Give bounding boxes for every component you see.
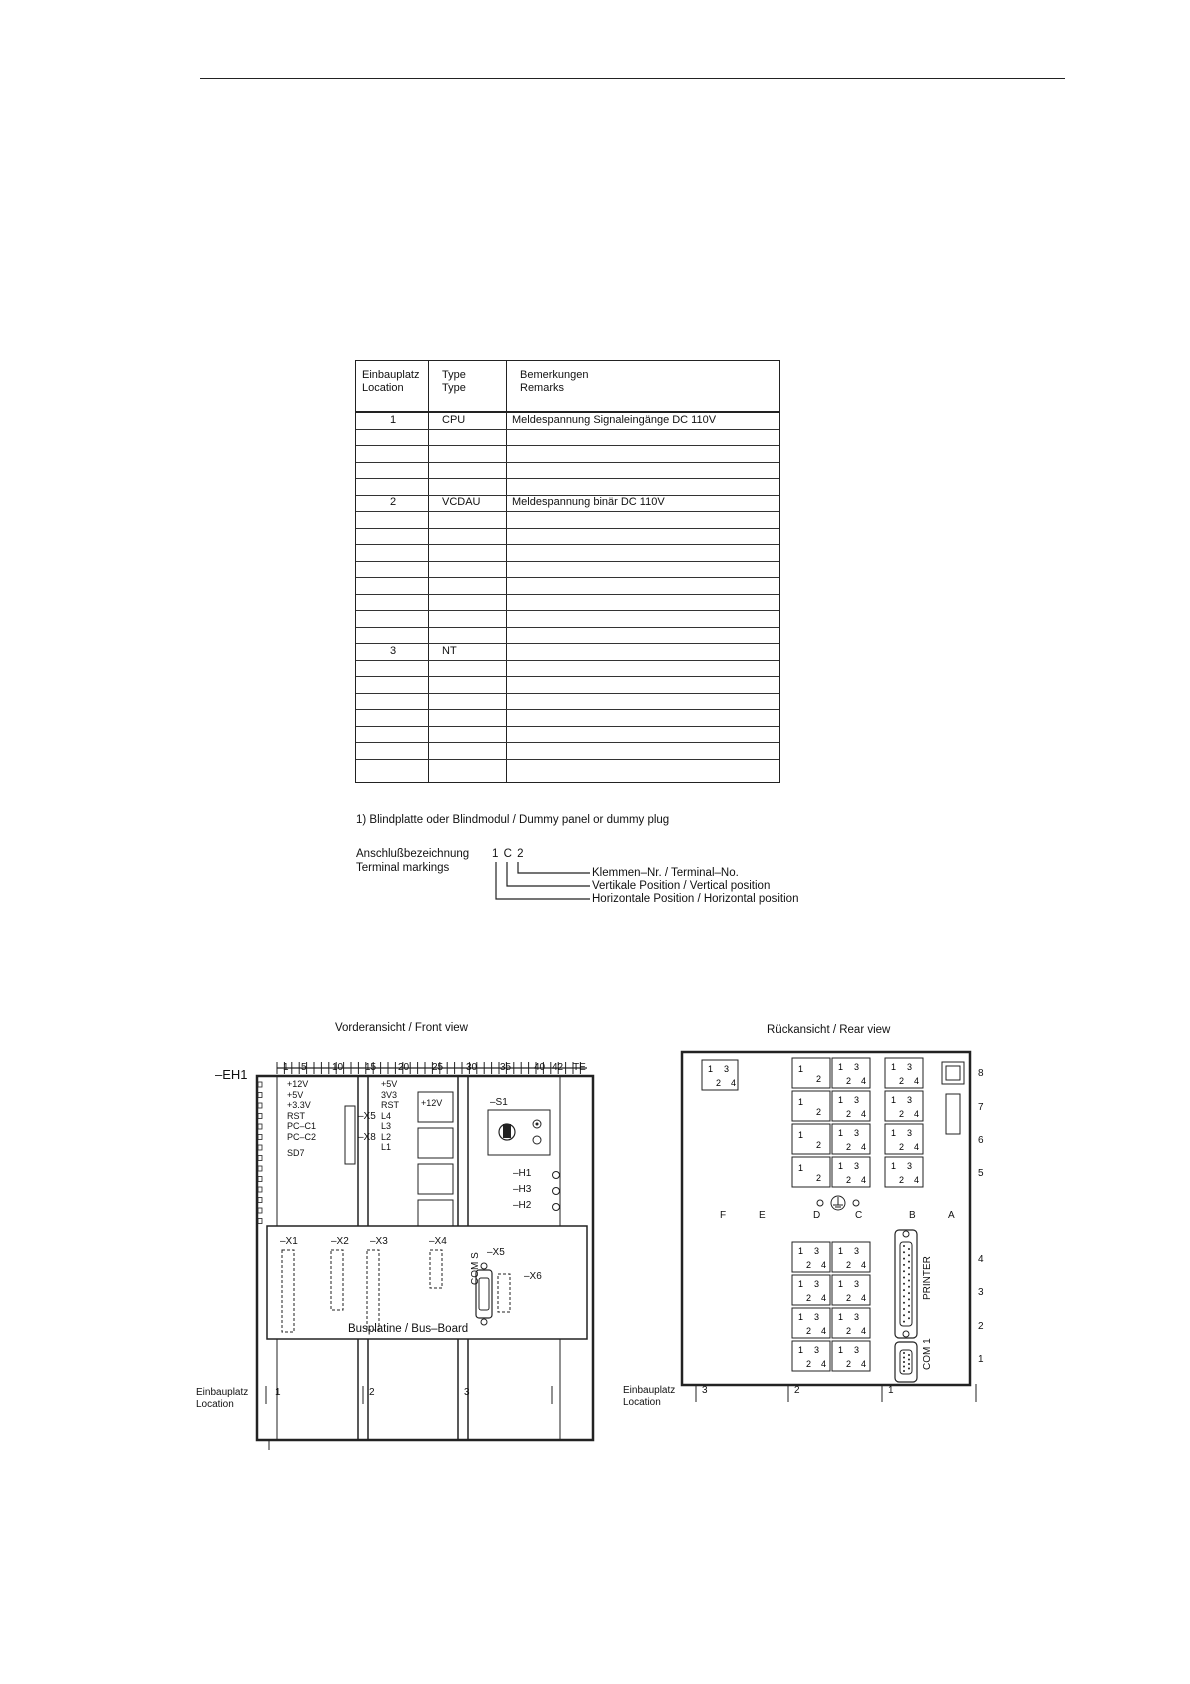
front-location-label — [196, 1387, 248, 1411]
table-row-line — [356, 462, 779, 463]
header-remarks-en: Remarks — [520, 382, 565, 394]
pin-dot — [903, 1277, 905, 1279]
header-slot-de: Einbauplatz — [362, 369, 420, 381]
pin-label: 2 — [816, 1173, 822, 1183]
pin-label: 3 — [854, 1312, 860, 1322]
table-row-line — [356, 676, 779, 677]
pin-marker — [258, 1198, 262, 1203]
table-row-line — [356, 528, 779, 529]
pin-label: 3 — [854, 1128, 860, 1138]
front-slot-3: 3 — [464, 1387, 470, 1398]
footnote: 1) Blindplatte oder Blindmodul / Dummy panel or dummy plug — [356, 814, 670, 826]
bus-x5: –X5 — [487, 1247, 505, 1258]
front-view-title: Vorderansicht / Front view — [335, 1022, 468, 1034]
legend-vertical: Vertikale Position / Vertical position — [592, 880, 771, 892]
pin-label: 3 — [907, 1062, 913, 1072]
pin-label: 3 — [854, 1345, 860, 1355]
table-cell-type: NT — [442, 644, 457, 657]
pin-label: 3 — [907, 1095, 913, 1105]
table-col-divider — [506, 361, 507, 782]
pin-label: 1 — [838, 1279, 844, 1289]
led-h1: –H1 — [513, 1168, 532, 1179]
pin-marker — [258, 1082, 262, 1087]
pin-dot — [908, 1286, 910, 1288]
table-row-line — [356, 594, 779, 595]
pin-dot — [903, 1264, 905, 1266]
com1-port — [895, 1342, 917, 1382]
slot1-signals — [287, 1079, 316, 1159]
row-6: 6 — [978, 1135, 984, 1146]
pin-label: 2 — [806, 1326, 812, 1336]
header-remarks — [520, 369, 589, 395]
pin-label: 4 — [821, 1326, 827, 1336]
printer-label: PRINTER — [922, 1256, 933, 1300]
pin-label: 1 — [838, 1095, 844, 1105]
tick-label: 30 — [466, 1062, 478, 1073]
pin-marker — [258, 1135, 262, 1140]
signal-label: +12V — [287, 1079, 309, 1089]
pin-label: 1 — [798, 1163, 804, 1173]
signal-label: +5V — [287, 1089, 304, 1100]
bus-x3: –X3 — [370, 1236, 388, 1247]
pin-label: 2 — [899, 1109, 905, 1119]
table-cell-slot: 1 — [390, 413, 397, 426]
signal-label: SD7 — [287, 1148, 305, 1158]
pin-dot — [903, 1352, 905, 1354]
pin-label: 4 — [821, 1293, 827, 1303]
pin-label: 2 — [816, 1140, 822, 1150]
table-row-line — [356, 561, 779, 562]
pin-label: 4 — [914, 1076, 920, 1086]
pin-label: 1 — [891, 1128, 897, 1138]
pin-label: 1 — [891, 1062, 897, 1072]
rear-slot-1: 1 — [888, 1385, 894, 1396]
pin-dot — [908, 1273, 910, 1275]
tick-label: 5 — [301, 1062, 307, 1073]
table-row-line — [356, 429, 779, 430]
front-slot-1: 1 — [275, 1387, 281, 1398]
tick-label: 20 — [398, 1062, 410, 1073]
bus-x1: –X1 — [280, 1236, 298, 1247]
pin-dot — [903, 1295, 905, 1297]
pin-marker — [258, 1208, 262, 1213]
pin-label: 2 — [846, 1326, 852, 1336]
signal-label: PC–C2 — [287, 1131, 317, 1142]
table-cell-type: CPU — [442, 413, 466, 426]
pin-label: 1 — [798, 1345, 804, 1355]
terminal-label-en: Terminal markings — [356, 862, 450, 874]
pin-marker — [258, 1103, 262, 1108]
table-row-line — [356, 511, 779, 512]
terminal-label-de: Anschlußbezeichnung — [356, 848, 470, 860]
front-location-ticks — [260, 1386, 560, 1406]
pin-label: 4 — [861, 1260, 867, 1270]
pin-label: 1 — [798, 1279, 804, 1289]
com-s-label: COM S — [470, 1252, 481, 1285]
pin-label: 1 — [798, 1312, 804, 1322]
pin-dot — [903, 1283, 905, 1285]
v12-label: +12V — [421, 1098, 443, 1108]
module-table — [355, 360, 780, 783]
pin-label: 2 — [806, 1260, 812, 1270]
col-d: D — [813, 1210, 821, 1221]
pin-dot — [908, 1368, 910, 1370]
pin-marker — [258, 1124, 262, 1129]
pin-label: 2 — [846, 1293, 852, 1303]
signal-label: +3.3V — [287, 1100, 311, 1110]
pin-label: 2 — [899, 1076, 905, 1086]
pin-label: 4 — [861, 1326, 867, 1336]
pin-marker — [258, 1114, 262, 1119]
pin-label: 3 — [814, 1279, 820, 1289]
col-b: B — [909, 1210, 916, 1221]
pin-label: 3 — [854, 1279, 860, 1289]
col-f: F — [720, 1210, 727, 1221]
rear-location-de: Einbauplatz — [623, 1385, 676, 1396]
rear-location-label — [623, 1385, 675, 1409]
signal-label: RST — [287, 1110, 305, 1121]
table-row-line — [356, 577, 779, 578]
bus-x2: –X2 — [331, 1236, 349, 1247]
row-5: 5 — [978, 1168, 984, 1179]
pin-label: 4 — [861, 1359, 867, 1369]
pin-label: 4 — [861, 1142, 867, 1152]
pin-label: 2 — [806, 1293, 812, 1303]
com1-label: COM 1 — [922, 1338, 933, 1370]
pin-label: 3 — [814, 1345, 820, 1355]
signal-label: PC–C1 — [287, 1121, 317, 1131]
pin-label: 4 — [914, 1142, 920, 1152]
table-cell-remark: Meldespannung binär DC 110V — [512, 496, 665, 508]
pin-label: 3 — [854, 1095, 860, 1105]
header-rule — [200, 78, 1065, 79]
pin-label: 4 — [914, 1175, 920, 1185]
pin-dot — [908, 1305, 910, 1307]
pin-label: 2 — [846, 1142, 852, 1152]
pin-label: 4 — [861, 1293, 867, 1303]
rear-location-en: Location — [623, 1397, 661, 1408]
pin-label: 4 — [821, 1260, 827, 1270]
signal-label: L3 — [381, 1121, 392, 1131]
legend-horizontal: Horizontale Position / Horizontal position — [592, 893, 799, 905]
pin-label: 1 — [798, 1246, 804, 1256]
table-cell-type: VCDAU — [442, 496, 481, 508]
pin-label: 1 — [838, 1345, 844, 1355]
pin-label: 3 — [907, 1128, 913, 1138]
row-8: 8 — [978, 1068, 984, 1079]
pin-dot — [903, 1258, 905, 1260]
rear-location-ticks — [690, 1384, 990, 1404]
table-row-line — [356, 660, 779, 661]
pin-label: 3 — [854, 1246, 860, 1256]
pin-label: 2 — [846, 1359, 852, 1369]
table-row-line — [356, 742, 779, 743]
pin-label: 1 — [838, 1312, 844, 1322]
pin-label: 2 — [846, 1175, 852, 1185]
front-location-de: Einbauplatz — [196, 1387, 249, 1398]
pin-dot — [908, 1261, 910, 1263]
pin-marker — [258, 1145, 262, 1150]
pin-label: 2 — [816, 1074, 822, 1084]
pin-label: 2 — [806, 1359, 812, 1369]
pin-dot — [908, 1292, 910, 1294]
tick-label: 25 — [432, 1062, 444, 1073]
pin-label: 2 — [899, 1142, 905, 1152]
rear-slot-3: 3 — [702, 1385, 708, 1396]
table-row-line — [356, 627, 779, 628]
eh1-label: –EH1 — [215, 1067, 248, 1082]
rear-slot-2: 2 — [794, 1385, 800, 1396]
bus-x6: –X6 — [524, 1271, 542, 1282]
pin-marker — [258, 1156, 262, 1161]
pin-label: 4 — [861, 1076, 867, 1086]
pin-label: 4 — [731, 1078, 737, 1088]
pin-marker — [258, 1166, 262, 1171]
table-cell-remark: Meldespannung Signaleingänge DC 110V — [512, 413, 717, 426]
pin-label: 2 — [846, 1109, 852, 1119]
pin-label: 1 — [838, 1161, 844, 1171]
signal-label: L4 — [381, 1110, 392, 1121]
signal-label: 3V3 — [381, 1089, 398, 1100]
pin-dot — [903, 1302, 905, 1304]
pin-dot — [903, 1366, 905, 1368]
table-row-line — [356, 478, 779, 479]
legend-terminal: Klemmen–Nr. / Terminal–No. — [592, 867, 739, 879]
pin-dot — [908, 1363, 910, 1365]
table-row-line — [356, 445, 779, 446]
table-cell-slot: 2 — [390, 496, 397, 508]
led-h2: –H2 — [513, 1200, 532, 1211]
tick-label: 40 — [534, 1062, 546, 1073]
signal-label: L2 — [381, 1131, 392, 1142]
col-e: E — [759, 1210, 766, 1221]
row-3: 3 — [978, 1287, 984, 1298]
row-7: 7 — [978, 1102, 984, 1113]
pin-dot — [908, 1280, 910, 1282]
pin-label: 1 — [798, 1097, 804, 1107]
pin-label: 1 — [891, 1095, 897, 1105]
pin-label: 1 — [798, 1130, 804, 1140]
pin-dot — [903, 1289, 905, 1291]
bus-x4: –X4 — [429, 1236, 447, 1247]
terminal-example: 1 C 2 — [492, 848, 525, 860]
row-1: 1 — [978, 1354, 984, 1365]
slot2-signals — [381, 1079, 399, 1153]
header-remarks-de: Bemerkungen — [520, 369, 589, 381]
pin-label: 1 — [838, 1128, 844, 1138]
pin-dot — [908, 1317, 910, 1319]
pin-dot — [903, 1361, 905, 1363]
pin-dot — [903, 1251, 905, 1253]
pin-label: 1 — [838, 1062, 844, 1072]
pin-label: 1 — [838, 1246, 844, 1256]
pin-dot — [908, 1298, 910, 1300]
printer-port — [895, 1230, 917, 1338]
header-slot-en: Location — [362, 382, 404, 394]
header-slot — [362, 369, 420, 395]
pin-label: 4 — [861, 1175, 867, 1185]
table-row-line — [356, 643, 779, 644]
header-type — [442, 369, 466, 395]
bus-board-label: Busplatine / Bus–Board — [348, 1323, 469, 1335]
tick-label: 35 — [500, 1062, 512, 1073]
pin-label: 4 — [914, 1109, 920, 1119]
table-row-line — [356, 693, 779, 694]
pin-label: 3 — [854, 1161, 860, 1171]
pin-dot — [903, 1245, 905, 1247]
col-c: C — [855, 1210, 863, 1221]
s1-label: –S1 — [490, 1097, 508, 1108]
header-type-en: Type — [442, 382, 466, 394]
pin-label: 3 — [724, 1064, 730, 1074]
pin-label: 3 — [814, 1246, 820, 1256]
table-col-divider — [428, 361, 429, 782]
tick-label: 42 — [552, 1062, 564, 1073]
pin-dot — [903, 1314, 905, 1316]
pin-label: 2 — [816, 1107, 822, 1117]
table-row-line — [356, 726, 779, 727]
rear-view-title: Rückansicht / Rear view — [767, 1024, 891, 1036]
pin-dot — [908, 1359, 910, 1361]
pin-dot — [908, 1267, 910, 1269]
pin-label: 4 — [821, 1359, 827, 1369]
pin-dot — [908, 1311, 910, 1313]
table-cell-slot: 3 — [390, 644, 397, 657]
pin-dot — [903, 1270, 905, 1272]
pin-marker — [258, 1093, 262, 1098]
pin-dot — [903, 1308, 905, 1310]
header-type-de: Type — [442, 369, 466, 381]
terminal-leader-lines — [490, 860, 590, 905]
pin-label: 1 — [891, 1161, 897, 1171]
pin-marker — [258, 1187, 262, 1192]
x8-label: –X8 — [358, 1132, 376, 1143]
pin-dot — [908, 1254, 910, 1256]
table-row-line — [356, 544, 779, 545]
pin-label: 3 — [907, 1161, 913, 1171]
col-a: A — [948, 1210, 955, 1221]
ruler-unit: TE — [573, 1062, 586, 1073]
row-4: 4 — [978, 1254, 984, 1265]
pin-dot — [908, 1248, 910, 1250]
x5-label: –X5 — [358, 1111, 376, 1122]
pin-label: 2 — [846, 1076, 852, 1086]
table-row-line — [356, 709, 779, 710]
front-location-en: Location — [196, 1399, 234, 1410]
pin-label: 2 — [899, 1175, 905, 1185]
tick-label: 1 — [283, 1062, 289, 1073]
pin-marker — [258, 1219, 262, 1224]
led-h3: –H3 — [513, 1184, 532, 1195]
signal-label: L1 — [381, 1142, 392, 1152]
pin-dot — [903, 1357, 905, 1359]
tick-label: 10 — [332, 1062, 344, 1073]
pin-label: 4 — [861, 1109, 867, 1119]
table-row-line — [356, 610, 779, 611]
table-row-line — [356, 759, 779, 760]
signal-label: RST — [381, 1100, 399, 1110]
tick-label: 15 — [365, 1062, 377, 1073]
pin-label: 2 — [716, 1078, 722, 1088]
pin-dot — [908, 1354, 910, 1356]
row-2: 2 — [978, 1321, 984, 1332]
signal-label: +5V — [381, 1079, 398, 1089]
pin-dot — [903, 1321, 905, 1323]
pin-label: 3 — [854, 1062, 860, 1072]
pin-dot — [903, 1370, 905, 1372]
pin-label: 1 — [798, 1064, 804, 1074]
pin-label: 3 — [814, 1312, 820, 1322]
pin-label: 1 — [708, 1064, 714, 1074]
pin-marker — [258, 1177, 262, 1182]
pin-label: 2 — [846, 1260, 852, 1270]
front-slot-2: 2 — [369, 1387, 375, 1398]
